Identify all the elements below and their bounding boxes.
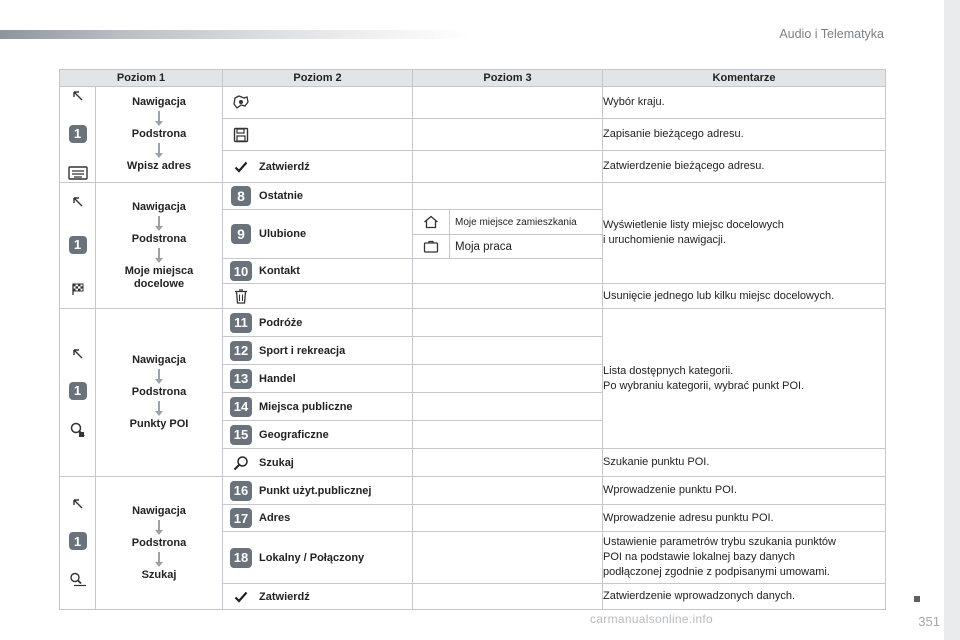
level3-cell — [413, 210, 603, 259]
level1-badge: 1 — [69, 382, 87, 400]
level2-cell — [223, 337, 413, 365]
level2-label: Zatwierdź — [259, 590, 310, 603]
step-badge: 11 — [230, 313, 252, 333]
level1-badge: 1 — [69, 532, 87, 550]
country-map-icon — [223, 94, 259, 112]
level2-label: Zatwierdź — [259, 160, 310, 173]
menu-table — [59, 69, 886, 610]
level3-cell — [413, 505, 603, 532]
comment-line: Wyświetlenie listy miejsc docelowych — [603, 219, 784, 231]
chain-label: Podstrona — [131, 232, 187, 245]
level1-chain — [96, 183, 223, 309]
table-row — [60, 477, 886, 505]
comment-cell: Wprowadzenie adresu punktu POI. — [603, 505, 886, 532]
home-icon — [413, 210, 450, 234]
down-arrow-icon — [155, 520, 163, 535]
level2-label: Szukaj — [259, 456, 294, 469]
level2-cell — [223, 87, 413, 119]
navigation-arrow-icon — [72, 196, 84, 208]
step-badge: 8 — [231, 186, 251, 206]
level1-chain — [96, 477, 223, 610]
comment-cell — [603, 532, 886, 584]
table-row — [60, 183, 886, 210]
chain-label: Nawigacja — [132, 354, 186, 366]
level2-cell — [223, 393, 413, 421]
level2-cell — [223, 119, 413, 151]
level2-cell — [223, 477, 413, 505]
level2-cell — [223, 532, 413, 584]
text-search-icon — [69, 572, 87, 588]
level3-cell — [413, 119, 603, 151]
level3-cell — [413, 365, 603, 393]
comment-line: POI na podstawie lokalnej bazy danych — [603, 551, 796, 563]
down-arrow-icon — [155, 552, 163, 567]
comment-cell: Szukanie punktu POI. — [603, 449, 886, 477]
level2-label: Sport i rekreacja — [259, 344, 346, 357]
level2-cell — [223, 183, 413, 210]
page-edge-strip — [944, 0, 960, 640]
level2-cell — [223, 309, 413, 337]
save-icon — [223, 127, 259, 143]
level3-cell — [413, 449, 603, 477]
chain-label: Podstrona — [131, 536, 187, 549]
level3-cell — [413, 87, 603, 119]
comment-line: Po wybraniu kategorii, wybrać punkt POI. — [603, 379, 805, 392]
down-arrow-icon — [155, 401, 163, 416]
down-arrow-icon — [155, 143, 163, 158]
comment-cell — [603, 309, 886, 449]
down-arrow-icon — [155, 248, 163, 263]
level1-badge: 1 — [69, 236, 87, 254]
level2-cell — [223, 259, 413, 284]
navigation-arrow-icon — [72, 90, 84, 102]
comment-cell: Zatwierdzenie bieżącego adresu. — [603, 151, 886, 183]
chain-label: Punkty POI — [129, 418, 189, 430]
checkmark-icon — [223, 591, 259, 603]
level3-cell — [413, 421, 603, 449]
level2-cell — [223, 151, 413, 183]
step-badge: 18 — [230, 548, 252, 568]
comment-line: podłączonej zgodnie z podpisanymi umowami. — [603, 566, 830, 578]
level2-label: Geograficzne — [259, 428, 329, 441]
watermark: carmanualsonline.info — [590, 612, 714, 626]
comment-cell: Usunięcie jednego lub kilku miejsc docelowych. — [603, 284, 886, 309]
level2-cell — [223, 365, 413, 393]
section-title: Audio i Telematyka — [779, 27, 884, 41]
step-badge: 10 — [230, 261, 252, 281]
comment-cell: Zapisanie bieżącego adresu. — [603, 119, 886, 151]
page-marker — [914, 596, 920, 602]
navigation-arrow-icon — [72, 498, 84, 510]
level3-cell — [413, 284, 603, 309]
chain-label: Nawigacja — [132, 96, 186, 108]
comment-line: i uruchomienie nawigacji. — [603, 234, 726, 246]
level3-cell — [413, 259, 603, 284]
level3-cell — [413, 584, 603, 610]
step-badge: 12 — [230, 341, 252, 361]
level3-label: Moja praca — [455, 240, 512, 253]
level2-cell — [223, 210, 413, 259]
step-badge: 17 — [230, 508, 252, 528]
down-arrow-icon — [155, 369, 163, 384]
table-header-row — [60, 70, 886, 87]
down-arrow-icon — [155, 216, 163, 231]
level3-cell — [413, 183, 603, 210]
trash-icon — [223, 289, 259, 304]
level2-label: Adres — [259, 512, 291, 524]
chain-label: Podstrona — [131, 386, 187, 398]
chain-label: Podstrona — [131, 128, 187, 140]
level1-icons — [60, 477, 96, 610]
header-bar — [0, 30, 470, 39]
level3-cell — [413, 477, 603, 505]
level3-label: Moje miejsce zamieszkania — [455, 216, 577, 228]
chain-label: Nawigacja — [132, 200, 186, 213]
level2-cell — [223, 584, 413, 610]
search-icon — [223, 455, 259, 471]
poi-search-icon — [70, 422, 86, 438]
step-badge: 9 — [231, 224, 251, 244]
chain-label: Wpisz adres — [126, 160, 192, 172]
comment-cell: Wybór kraju. — [603, 87, 886, 119]
checkmark-icon — [223, 161, 259, 173]
level1-chain — [96, 87, 223, 183]
keyboard-icon — [68, 166, 88, 180]
briefcase-icon — [413, 235, 450, 258]
level1-badge: 1 — [69, 125, 87, 143]
down-arrow-icon — [155, 111, 163, 126]
level1-chain — [96, 309, 223, 477]
level2-cell — [223, 449, 413, 477]
comment-line: Ustawienie parametrów trybu szukania punktów — [603, 536, 836, 548]
level2-label: Ulubione — [259, 228, 307, 240]
page-number: 351 — [918, 614, 940, 629]
step-badge: 16 — [230, 481, 252, 501]
comment-cell — [603, 183, 886, 284]
level2-label: Punkt użyt.publicznej — [259, 484, 372, 497]
level3-cell — [413, 151, 603, 183]
column-header-comments: Komentarze — [603, 70, 886, 87]
step-badge: 13 — [230, 369, 252, 389]
navigation-arrow-icon — [72, 348, 84, 360]
chain-label: Nawigacja — [132, 504, 186, 517]
column-header-level3: Poziom 3 — [413, 70, 603, 87]
comment-line: Lista dostępnych kategorii. — [603, 364, 734, 377]
level1-icons — [60, 183, 96, 309]
column-header-level1: Poziom 1 — [60, 70, 223, 87]
column-header-level2: Poziom 2 — [223, 70, 413, 87]
comment-cell: Wprowadzenie punktu POI. — [603, 477, 886, 505]
level3-cell — [413, 393, 603, 421]
level2-cell — [223, 284, 413, 309]
level2-label: Ostatnie — [259, 190, 304, 202]
chain-label: Moje miejsca docelowe — [124, 264, 194, 290]
level2-cell — [223, 505, 413, 532]
level2-label: Lokalny / Połączony — [259, 551, 365, 564]
level3-cell — [413, 309, 603, 337]
level2-label: Podróże — [259, 316, 303, 329]
level2-label: Kontakt — [259, 265, 300, 277]
level1-icons — [60, 87, 96, 183]
table-row — [60, 309, 886, 337]
step-badge: 14 — [230, 397, 252, 417]
checkered-flag-icon — [71, 282, 85, 296]
level3-cell — [413, 337, 603, 365]
comment-cell: Zatwierdzenie wprowadzonych danych. — [603, 584, 886, 610]
level3-cell — [413, 532, 603, 584]
level2-label: Handel — [259, 372, 296, 385]
table-row — [60, 87, 886, 119]
level2-label: Miejsca publiczne — [259, 400, 353, 413]
level1-icons — [60, 309, 96, 477]
chain-label: Szukaj — [141, 568, 177, 581]
step-badge: 15 — [230, 425, 252, 445]
level2-cell — [223, 421, 413, 449]
